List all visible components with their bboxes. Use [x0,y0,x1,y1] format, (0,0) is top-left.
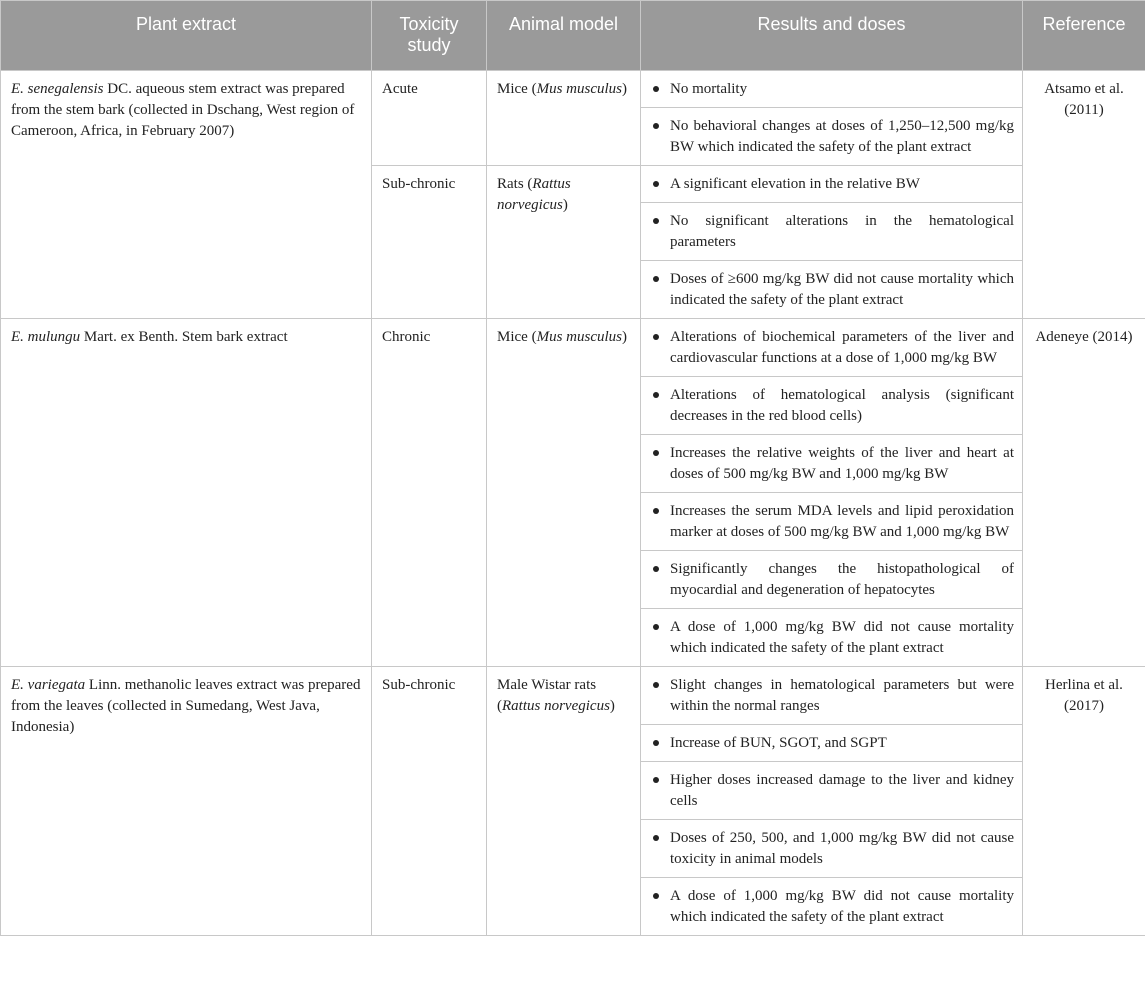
animal-model-cell: Mice (Mus musculus) [487,319,641,667]
result-item: Higher doses increased damage to the liver and kidney cells [641,762,1023,820]
result-item: A dose of 1,000 mg/kg BW did not cause mortality which indicated the safety of the plant extract [641,609,1023,667]
animal-model-cell: Male Wistar rats (Rattus norvegicus) [487,667,641,936]
bullet-icon [653,123,659,129]
result-item: Increase of BUN, SGOT, and SGPT [641,725,1023,762]
bullet-icon [653,218,659,224]
reference-cell: Adeneye (2014) [1023,319,1145,667]
plant-extract-cell [1,71,372,319]
animal-model-cell: Mice (Mus musculus) [487,71,641,166]
result-item: A dose of 1,000 mg/kg BW did not cause mortality which indicated the safety of the plant extract [641,878,1023,936]
bullet-icon [653,181,659,187]
header-plant-extract: Plant extract [1,1,372,71]
bullet-icon [653,740,659,746]
bullet-icon [653,893,659,899]
toxicity-study-cell: Chronic [372,319,487,667]
table-row [1,319,1145,377]
result-item: A significant elevation in the relative BW [641,166,1023,203]
plant-species: E. senegalensis [11,81,104,97]
toxicity-study-cell: Sub-chronic [372,166,487,319]
header-animal-model: Animal model [487,1,641,71]
bullet-icon [653,450,659,456]
header-reference: Reference [1023,1,1145,71]
bullet-icon [653,86,659,92]
header-row [1,1,1145,71]
animal-model-cell: Rats (Rattus norvegicus) [487,166,641,319]
result-item: Doses of 250, 500, and 1,000 mg/kg BW did not cause toxicity in animal models [641,820,1023,878]
table-row [1,71,1145,108]
result-item: Increases the relative weights of the liver and heart at doses of 500 mg/kg BW and 1,000 mg/kg BW [641,435,1023,493]
reference-cell: Herlina et al. (2017) [1023,667,1145,936]
table-row [1,667,1145,725]
bullet-icon [653,392,659,398]
result-item: Slight changes in hematological parameters but were within the normal ranges [641,667,1023,725]
reference-cell: Atsamo et al. (2011) [1023,71,1145,319]
bullet-icon [653,276,659,282]
toxicity-study-cell: Sub-chronic [372,667,487,936]
bullet-icon [653,334,659,340]
result-item: Doses of ≥600 mg/kg BW did not cause mortality which indicated the safety of the plant extract [641,261,1023,319]
result-item: Alterations of biochemical parameters of the liver and cardiovascular functions at a dose of 1,000 mg/kg BW [641,319,1023,377]
plant-species: E. variegata [11,677,86,693]
bullet-icon [653,777,659,783]
plant-species: E. mulungu [11,329,81,345]
bullet-icon [653,835,659,841]
plant-description: DC. aqueous stem extract was prepared from the stem bark (collected in Dschang, West region of Cameroon, Africa, in February 2007) [11,81,355,139]
bullet-icon [653,624,659,630]
toxicity-study-cell: Acute [372,71,487,166]
plant-extract-cell [1,667,372,936]
result-item: No mortality [641,71,1023,108]
plant-description: Linn. methanolic leaves extract was prepared from the leaves (collected in Sumedang, West Java, Indonesia) [11,677,361,735]
result-item: No significant alterations in the hematological parameters [641,203,1023,261]
bullet-icon [653,566,659,572]
header-toxicity-study: Toxicity study [372,1,487,71]
result-item: Significantly changes the histopathological of myocardial and degeneration of hepatocytes [641,551,1023,609]
result-item: Alterations of hematological analysis (significant decreases in the red blood cells) [641,377,1023,435]
bullet-icon [653,508,659,514]
plant-extract-cell [1,319,372,667]
bullet-icon [653,682,659,688]
result-item: No behavioral changes at doses of 1,250–12,500 mg/kg BW which indicated the safety of the plant extract [641,108,1023,166]
result-item: Increases the serum MDA levels and lipid peroxidation marker at doses of 500 mg/kg BW and 1,000 mg/kg BW [641,493,1023,551]
plant-description: Mart. ex Benth. Stem bark extract [80,329,288,345]
header-results-doses: Results and doses [641,1,1023,71]
